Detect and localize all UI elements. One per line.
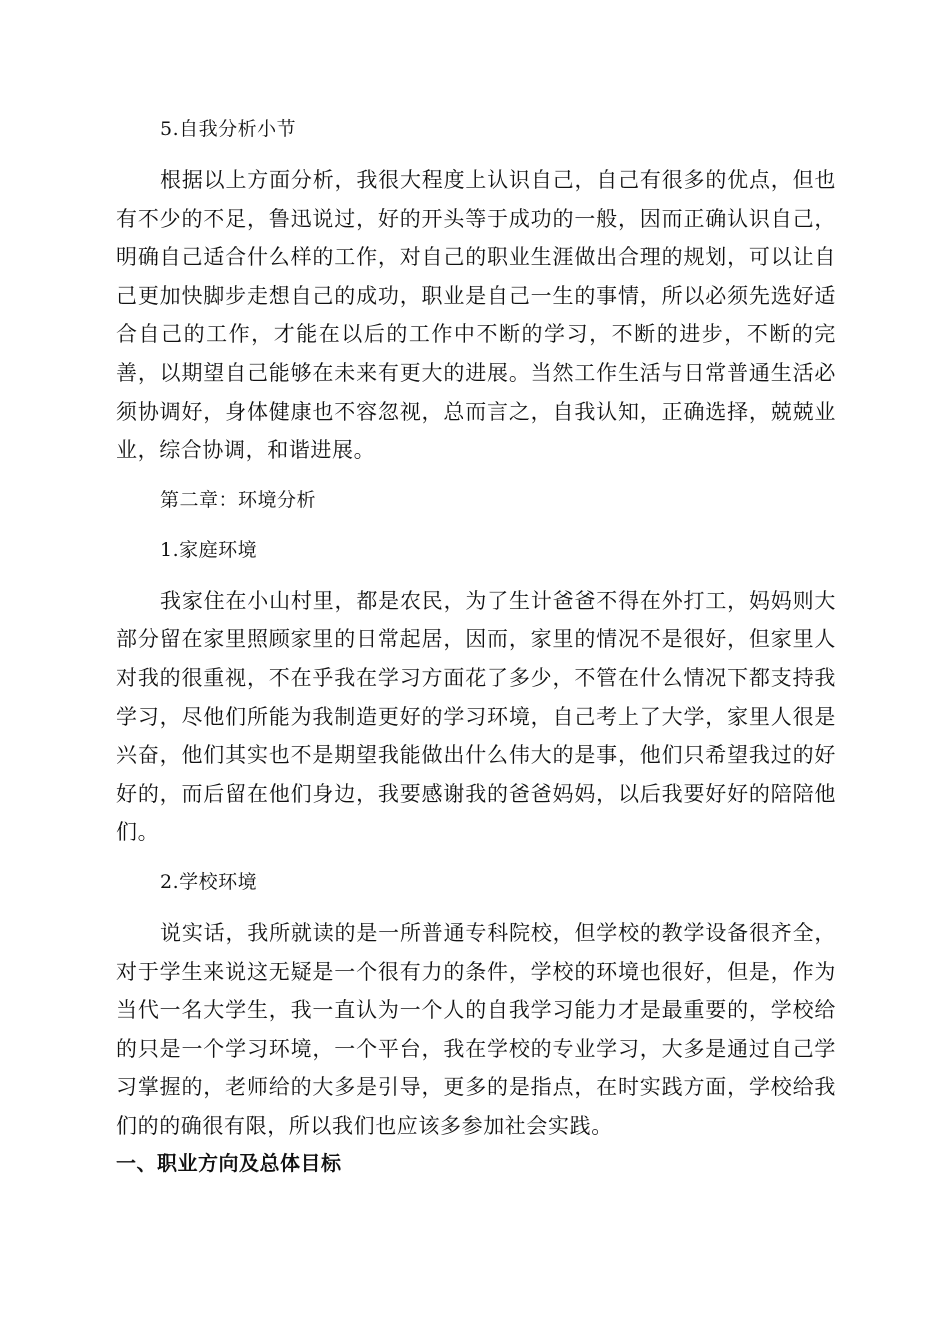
paragraph-family-environment: 我家住在小山村里，都是农民，为了生计爸爸不得在外打工，妈妈则大部分留在家里照顾家里的日常起居，因而，家里的情况不是很好，但家里人对我的很重视，不在乎我在学习方面花了多少，不管在什么情况下都支持我学习，尽他们所能为我制造更好的学习环境，自己考上了大学，家里人很是兴奋，他们其实也不是期望我能做出什么伟大的是事，他们只希望我过的好好的，而后留在他们身边，我要感谢我的爸爸妈妈，以后我要好好的陪陪他们。 bbox=[116, 588, 836, 845]
section-heading-family-environment: 1.家庭环境 bbox=[160, 538, 258, 561]
section-heading-school-environment: 2.学校环境 bbox=[160, 870, 258, 893]
paragraph-school-environment: 说实话，我所就读的是一所普通专科院校，但学校的教学设备很齐全，对于学生来说这无疑是一个很有力的条件，学校的环境也很好，但是，作为当代一名大学生，我一直认为一个人的自我学习能力才是最重要的，学校给的只是一个学习环境，一个平台，我在学校的专业学习，大多是通过自己学习掌握的，老师给的大多是引导，更多的是指点，在时实践方面，学校给我们的的确很有限，所以我们也应该多参加社会实践。 bbox=[116, 920, 836, 1138]
chapter-heading-environment-analysis: 第二章：环境分析 bbox=[160, 488, 317, 511]
section-heading-self-analysis-summary: 5.自我分析小节 bbox=[160, 118, 297, 140]
paragraph-self-analysis: 根据以上方面分析，我很大程度上认识自己，自己有很多的优点，但也有不少的不足，鲁迅说过，好的开头等于成功的一般，因而正确认识自己，明确自己适合什么样的工作，对自己的职业生涯做出合理的规划，可以让自己更加快脚步走想自己的成功，职业是自己一生的事情，所以必须先选好适合自己的工作，才能在以后的工作中不断的学习，不断的进步，不断的完善，以期望自己能够在未来有更大的进展。当然工作生活与日常普通生活必须协调好，身体健康也不容忽视，总而言之，自我认知，正确选择，兢兢业业，综合协调，和谐进展。 bbox=[116, 168, 836, 463]
document-page bbox=[116, 111, 836, 1181]
chapter-heading-career-direction: 一、职业方向及总体目标 bbox=[116, 1151, 342, 1176]
